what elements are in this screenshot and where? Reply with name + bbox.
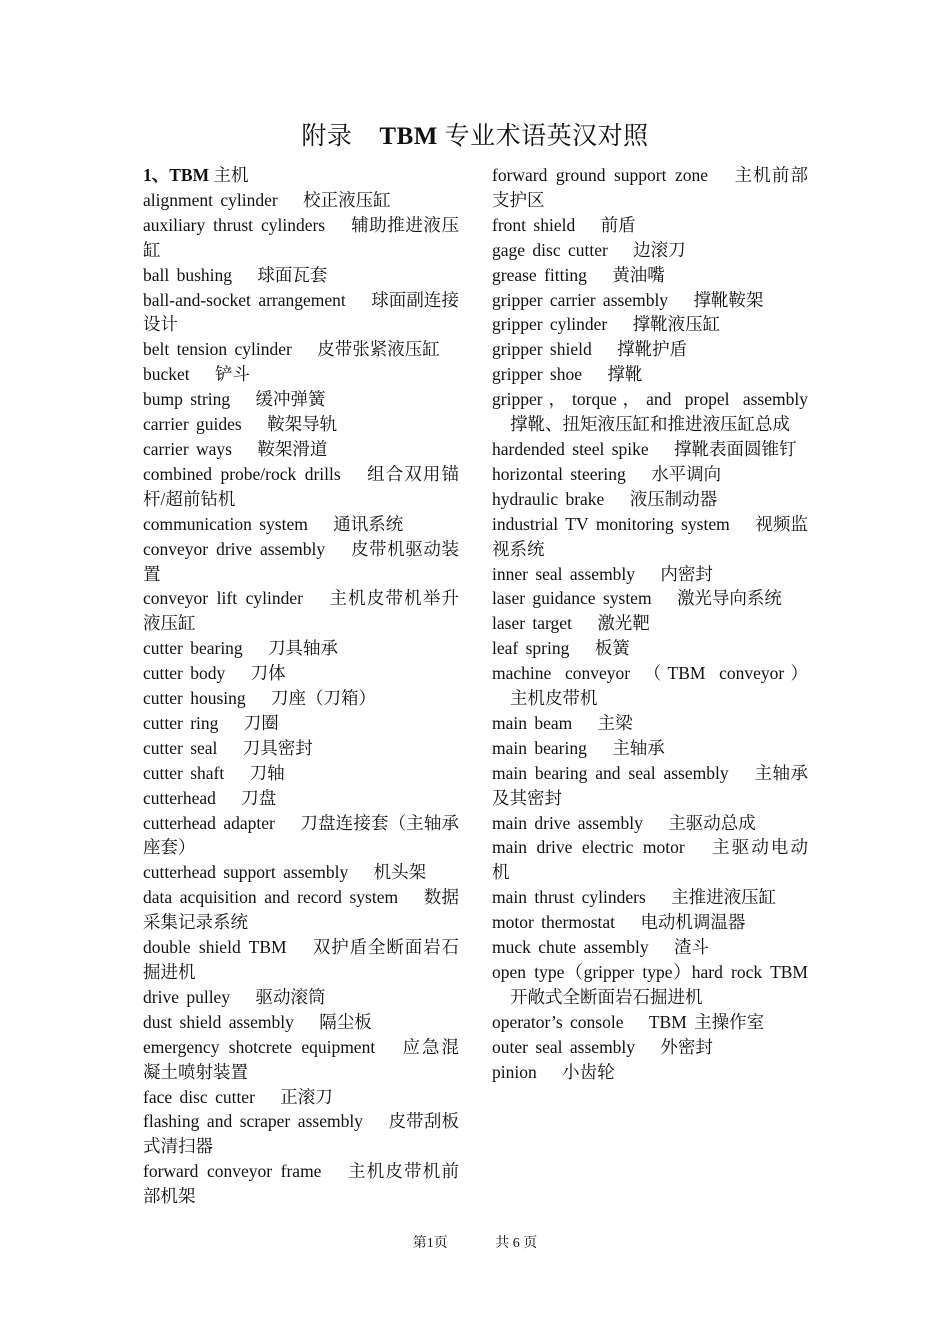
term-chinese: 组合双用锚杆/超前钻机 [143,463,460,509]
glossary-entry [492,462,808,487]
term-english: main beam [492,712,573,733]
term-chinese: 应急混凝土喷射装置 [143,1036,460,1082]
glossary-entry [143,1010,459,1035]
glossary-entry [143,387,459,412]
term-chinese: 辅助推进液压缸 [143,214,460,260]
glossary-entry [492,611,808,636]
term-chinese: 主机皮带机 [510,688,598,709]
glossary-entry [492,1035,808,1060]
term-chinese: 刀座（刀箱） [271,688,377,709]
title-bold: TBM [379,123,438,150]
term-chinese: 刀盘连接套（主轴承座套） [143,812,460,858]
glossary-entry [492,387,808,437]
glossary-entry [143,288,459,338]
term-english: laser guidance system [492,588,652,609]
glossary-entry [143,985,459,1010]
term-chinese: 主梁 [597,712,633,733]
term-chinese: 校正液压缸 [303,189,391,210]
term-chinese: 电动机调温器 [640,912,746,933]
term-english: gage disc cutter [492,239,608,260]
term-chinese: 主推进液压缸 [671,887,777,908]
glossary-entry [492,586,808,611]
term-chinese: 视频监视系统 [492,513,809,559]
section-heading [143,163,459,188]
glossary-entry [143,213,459,263]
term-chinese: 主驱动电动机 [492,837,809,883]
term-chinese: 板簧 [594,638,630,659]
term-chinese: 刀具密封 [242,737,313,758]
term-chinese: 皮带张紧液压缸 [317,339,440,360]
term-chinese: 边滚刀 [633,239,686,260]
glossary-entry [492,487,808,512]
term-chinese: 主轴承及其密封 [492,762,809,808]
term-english: main drive electric motor [492,837,685,858]
term-chinese: 刀盘 [241,787,277,808]
term-english: forward ground support zone [492,165,709,185]
glossary-entry [143,860,459,885]
glossary-entry [143,686,459,711]
glossary-entry [492,1060,808,1085]
glossary-entry [492,711,808,736]
term-english: ball bushing [143,264,233,285]
glossary-entry [143,636,459,661]
page-title [0,116,950,152]
term-english: cutter ring [143,712,219,733]
glossary-entry [492,163,808,213]
page-total: 共 6 页 [495,1236,538,1251]
term-english: grease fitting [492,264,587,285]
term-english: ball-and-socket arrangement [143,289,346,310]
term-chinese: 主轴承 [612,737,665,758]
term-english: bucket [143,364,190,385]
section-label: 主机 [213,165,249,185]
term-chinese: 正滚刀 [280,1086,333,1107]
term-english: machine conveyor （TBM conveyor） [492,663,808,684]
term-english: flashing and scraper assembly [143,1111,363,1132]
term-chinese: 通讯系统 [333,513,404,534]
term-chinese: 撑靴、扭矩液压缸和推进液压缸总成 [510,414,790,435]
glossary-entry [143,412,459,437]
term-chinese: 主驱动总成 [668,812,756,833]
term-chinese: 主机前部支护区 [492,165,808,210]
glossary-entry [143,935,459,985]
term-chinese: 数据采集记录系统 [143,887,460,933]
right-column [492,163,808,1085]
glossary-entry [492,935,808,960]
term-chinese: 撑靴护盾 [617,339,688,360]
term-english: bump string [143,389,231,410]
term-chinese: 渣斗 [674,937,710,958]
term-english: data acquisition and record system [143,887,399,908]
term-chinese: 球面瓦套 [257,264,328,285]
term-english: motor thermostat [492,912,616,933]
title-prefix: 附录 [301,123,353,150]
term-chinese: 铲斗 [215,364,251,385]
term-english: front shield [492,214,576,235]
term-english: laser target [492,613,572,634]
glossary-entry [492,562,808,587]
term-chinese: 液压制动器 [629,488,718,509]
term-chinese: 外密封 [660,1036,713,1057]
term-english: gripper carrier assembly [492,289,669,310]
glossary-entry [143,1159,459,1209]
term-english: dust shield assembly [143,1011,294,1032]
term-english: cutter shaft [143,762,225,783]
term-english: pinion [492,1061,537,1082]
term-english: open type（gripper type）hard rock TBM [492,962,808,982]
term-english: muck chute assembly [492,937,649,958]
term-english: conveyor lift cylinder [143,588,303,609]
term-english: gripper shield [492,339,592,360]
term-english: belt tension cylinder [143,339,292,360]
term-english: cutter housing [143,688,246,709]
term-english: gripper shoe [492,364,582,385]
term-english: inner seal assembly [492,563,636,584]
glossary-entry [492,288,808,313]
glossary-entry [143,661,459,686]
term-chinese: 水平调向 [651,463,722,484]
term-chinese: 球面副连接设计 [143,289,459,335]
glossary-entry [143,362,459,387]
term-chinese: 主机皮带机前部机架 [143,1161,460,1207]
term-english: cutterhead support assembly [143,862,349,883]
term-chinese: 刀体 [250,663,286,684]
term-chinese: 缓冲弹簧 [255,389,326,410]
term-english: carrier ways [143,438,232,459]
glossary-entry [492,337,808,362]
glossary-entry [492,761,808,811]
glossary-entry [143,1035,459,1085]
term-chinese: 黄油嘴 [612,264,665,285]
glossary-entry [492,811,808,836]
term-english: main bearing [492,737,587,758]
glossary-entry [492,213,808,238]
term-english: hardended steel spike [492,438,649,459]
term-chinese: 鞍架导轨 [267,414,338,435]
glossary-entry [492,1010,808,1035]
term-english: leaf spring [492,638,570,659]
term-english: outer seal assembly [492,1036,636,1057]
term-english: communication system [143,513,308,534]
term-chinese: 刀轴 [249,762,285,783]
term-english: alignment cylinder [143,189,278,210]
term-chinese: 主机皮带机举升液压缸 [143,588,459,634]
glossary-entry [143,586,459,636]
term-chinese: 开敞式全断面岩石掘进机 [510,986,703,1007]
term-english: face disc cutter [143,1086,255,1107]
term-chinese: 鞍架滑道 [257,438,328,459]
term-english: main drive assembly [492,812,643,833]
page-footer [0,1232,950,1252]
term-english: drive pulley [143,986,231,1007]
term-english: hydraulic brake [492,488,605,509]
term-english: cutterhead adapter [143,812,275,833]
term-chinese: 前盾 [600,214,636,235]
glossary-entry [492,885,808,910]
left-term-list [143,188,459,1209]
glossary-entry [143,811,459,861]
glossary-entry [492,238,808,263]
glossary-entry [143,188,459,213]
term-english: auxiliary thrust cylinders [143,214,326,235]
term-english: double shield TBM [143,937,287,958]
term-english: combined probe/rock drills [143,463,341,484]
glossary-entry [492,512,808,562]
term-chinese: 内密封 [660,563,713,584]
term-english: emergency shotcrete equipment [143,1036,376,1057]
term-chinese: 双护盾全断面岩石掘进机 [143,937,460,982]
term-english: horizontal steering [492,463,626,484]
glossary-entry [143,437,459,462]
glossary-entry [143,786,459,811]
section-number: 1、TBM [143,165,210,185]
term-chinese: 机头架 [373,862,427,883]
glossary-entry [143,462,459,512]
glossary-entry [492,736,808,761]
glossary-entry [492,661,808,711]
term-chinese: 激光导向系统 [676,588,782,609]
title-suffix: 专业术语英汉对照 [444,123,649,150]
glossary-entry [143,1085,459,1110]
term-chinese: 刀圈 [243,712,279,733]
term-english: industrial TV monitoring system [492,513,730,534]
glossary-entry [492,437,808,462]
glossary-entry [143,711,459,736]
term-english: carrier guides [143,414,242,435]
glossary-entry [492,312,808,337]
right-term-list [492,163,808,1085]
glossary-entry [492,362,808,387]
glossary-entry [492,636,808,661]
term-chinese: 皮带机驱动装置 [143,538,460,584]
glossary-entry [492,835,808,885]
term-english: cutter bearing [143,638,243,659]
glossary-entry [492,263,808,288]
term-english: main thrust cylinders [492,887,646,908]
glossary-entry [492,960,808,1010]
term-english: conveyor drive assembly [143,538,326,559]
term-english: gripper，torque，and propel assembly [492,389,808,410]
term-english: forward conveyor frame [143,1161,322,1182]
glossary-entry [143,885,459,935]
term-english: cutter seal [143,737,218,758]
glossary-entry [143,761,459,786]
term-english: cutter body [143,663,226,684]
glossary-entry [143,512,459,537]
glossary-entry [492,910,808,935]
term-chinese: TBM 主操作室 [648,1011,765,1032]
term-chinese: 皮带刮板式清扫器 [143,1111,459,1157]
term-chinese: 隔尘板 [319,1011,372,1032]
term-chinese: 小齿轮 [562,1061,615,1082]
term-chinese: 刀具轴承 [268,638,339,659]
left-column [143,163,459,1209]
glossary-entry [143,537,459,587]
glossary-entry [143,1109,459,1159]
page-number: 第1页 [412,1236,448,1251]
glossary-entry [143,337,459,362]
glossary-entry [143,263,459,288]
term-chinese: 撑靴液压缸 [632,314,721,335]
term-english: cutterhead [143,787,216,808]
term-english: operator’s console [492,1011,624,1032]
term-chinese: 激光靶 [597,613,650,634]
term-chinese: 驱动滚筒 [255,986,326,1007]
term-chinese: 撑靴表面圆锥钉 [674,438,797,459]
term-english: gripper cylinder [492,314,608,335]
glossary-entry [143,736,459,761]
term-english: main bearing and seal assembly [492,762,729,783]
term-chinese: 撑靴 [607,364,643,385]
term-chinese: 撑靴鞍架 [693,289,764,310]
